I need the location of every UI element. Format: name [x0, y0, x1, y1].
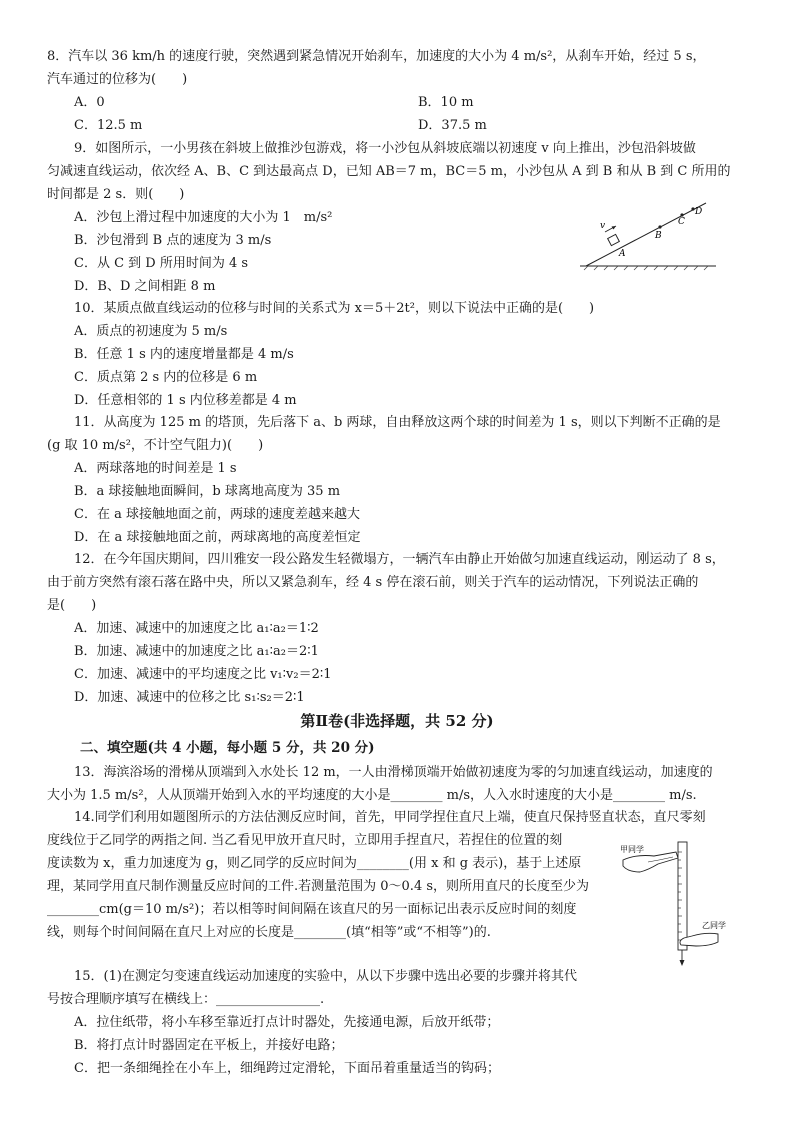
q10-option-b: B．任意 1 s 内的速度增量都是 4 m/s — [74, 347, 294, 362]
q9-option-d: D．B、D 之间相距 8 m — [74, 279, 216, 294]
q8-option-d: D．37.5 m — [418, 118, 487, 133]
q14-stem-line5: ________cm(g＝10 m/s²)；若以相等时间间隔在该直尺的另一面标记出表示反应时间的刻度 — [47, 902, 577, 917]
hand-jia — [623, 852, 678, 872]
q9-stem-line1: 9．如图所示，一小男孩在斜坡上做推沙包游戏，将一小沙包从斜坡底端以初速度 v 向上推出，沙包沿斜坡做 — [74, 141, 696, 156]
q11-stem-line1: 11．从高度为 125 m 的塔顶，先后落下 a、b 两球，自由释放这两个球的时间差为 1 s，则以下判断不正确的是 — [74, 415, 721, 430]
ground-hatch — [584, 266, 708, 270]
q14-stem-line2: 度线位于乙同学的两指之间. 当乙看见甲放开直尺时，立即用手捏直尺，若捏住的位置的刻 — [47, 833, 563, 848]
label-D: D — [695, 207, 703, 217]
q8-stem-line1: 8．汽车以 36 km/h 的速度行驶，突然遇到紧急情况开始刹车，加速度的大小为 4 m/s²，从刹车开始，经过 5 s， — [47, 49, 706, 64]
q15-option-c: C．把一条细绳拴在小车上，细绳跨过定滑轮，下面吊着重量适当的钩码； — [74, 1061, 500, 1076]
q12-stem-line3: 是( ) — [47, 598, 97, 613]
part2-title: 第Ⅱ卷(非选择题，共 52 分) — [300, 712, 494, 730]
q10-option-a: A．质点的初速度为 5 m/s — [74, 324, 228, 339]
q9-option-a: A．沙包上滑过程中加速度的大小为 1 m/s² — [74, 210, 333, 225]
q9-stem-line3: 时间都是 2 s．则( ) — [47, 187, 185, 202]
q10-option-c: C．质点第 2 s 内的位移是 6 m — [74, 370, 258, 385]
ruler-figure — [618, 838, 728, 968]
q10-stem-line1: 10．某质点做直线运动的位移与时间的关系式为 x＝5＋2t²，则以下说法中正确的是( ) — [74, 301, 595, 316]
q14-stem-line6: 线，则每个时间间隔在直尺上对应的长度是________(填“相等”或“不相等”)的. — [47, 925, 491, 940]
q15-option-b: B．将打点计时器固定在平板上，并接好电路； — [74, 1038, 344, 1053]
sandbag — [608, 234, 620, 245]
q9-option-b: B．沙包滑到 B 点的速度为 3 m/s — [74, 233, 272, 248]
q13-stem-line2: 大小为 1.5 m/s²，人从顶端开始到入水的平均速度的大小是________ m/s，人入水时速度的大小是________ m/s. — [47, 788, 697, 803]
q14-stem-line4: 理，某同学用直尺制作测量反应时间的工件.若测量范围为 0～0.4 s，则所用直尺的长度至少为 — [47, 879, 590, 894]
q11-option-a: A．两球落地的时间差是 1 s — [74, 461, 237, 476]
q12-option-b: B．加速、减速中的加速度之比 a₁∶a₂＝2∶1 — [74, 644, 319, 659]
q8-option-c: C．12.5 m — [74, 118, 143, 133]
label-v: v — [600, 221, 606, 231]
q8-stem-line2: 汽车通过的位移为( ) — [47, 72, 188, 87]
label-A: A — [619, 249, 626, 259]
q15-stem-line1: 15．(1)在测定匀变速直线运动加速度的实验中，从以下步骤中选出必要的步骤并将其代 — [74, 969, 577, 984]
label-B: B — [655, 231, 662, 241]
q8-option-b: B．10 m — [418, 95, 474, 110]
q11-option-d: D．在 a 球接触地面之前，两球离地的高度差恒定 — [74, 530, 361, 545]
label-yi: 乙同学 — [702, 921, 726, 930]
q10-option-d: D．任意相邻的 1 s 内位移差都是 4 m — [74, 393, 297, 408]
q14-stem-line1: 14.同学们利用如题图所示的方法估测反应时间，首先，甲同学捏住直尺上端，使直尺保持竖直状态，直尺零刻 — [74, 810, 706, 825]
q12-stem-line2: 由于前方突然有滚石落在路中央，所以又紧急刹车，经 4 s 停在滚石前，则关于汽车的运动情况，下列说法正确的 — [47, 575, 699, 590]
q12-option-a: A．加速、减速中的加速度之比 a₁∶a₂＝1∶2 — [74, 621, 319, 636]
q9-stem-line2: 匀减速直线运动，依次经 A、B、C 到达最高点 D，已知 AB＝7 m，BC＝5 m，小沙包从 A 到 B 和从 B 到 C 所用的 — [47, 164, 731, 179]
ruler — [678, 842, 687, 950]
q8-option-a: A．0 — [74, 95, 105, 110]
incline-slope — [586, 203, 706, 266]
section2-heading: 二、填空题(共 4 小题，每小题 5 分，共 20 分) — [80, 740, 375, 756]
q12-stem-line1: 12．在今年国庆期间，四川雅安一段公路发生轻微塌方，一辆汽车由静止开始做匀加速直线运动，刚运动了 8 s， — [74, 552, 725, 567]
q15-stem-line2: 号按合理顺序填写在横线上：________________. — [47, 992, 325, 1007]
label-jia: 甲同学 — [620, 845, 644, 854]
q15-option-a: A．拉住纸带，将小车移至靠近打点计时器处，先接通电源，后放开纸带； — [74, 1015, 500, 1030]
q12-option-d: D．加速、减速中的位移之比 s₁∶s₂＝2∶1 — [74, 690, 305, 705]
q11-stem-line2: (g 取 10 m/s²，不计空气阻力)( ) — [47, 438, 264, 453]
q11-option-c: C．在 a 球接触地面之前，两球的速度差越来越大 — [74, 507, 360, 522]
q14-stem-line3: 度读数为 x，重力加速度为 g，则乙同学的反应时间为________(用 x 和 g 表示)，基于上述原 — [47, 856, 582, 871]
q13-stem-line1: 13．海滨浴场的滑梯从顶端到入水处长 12 m，一人由滑梯顶端开始做初速度为零的匀加速直线运动，加速度的 — [74, 765, 713, 780]
q12-option-c: C．加速、减速中的平均速度之比 v₁∶v₂＝2∶1 — [74, 667, 332, 682]
incline-figure — [578, 195, 718, 271]
q11-option-b: B．a 球接触地面瞬间，b 球离地高度为 35 m — [74, 484, 341, 499]
q9-option-c: C．从 C 到 D 所用时间为 4 s — [74, 256, 249, 271]
point-B — [658, 225, 661, 228]
label-C: C — [678, 217, 685, 227]
